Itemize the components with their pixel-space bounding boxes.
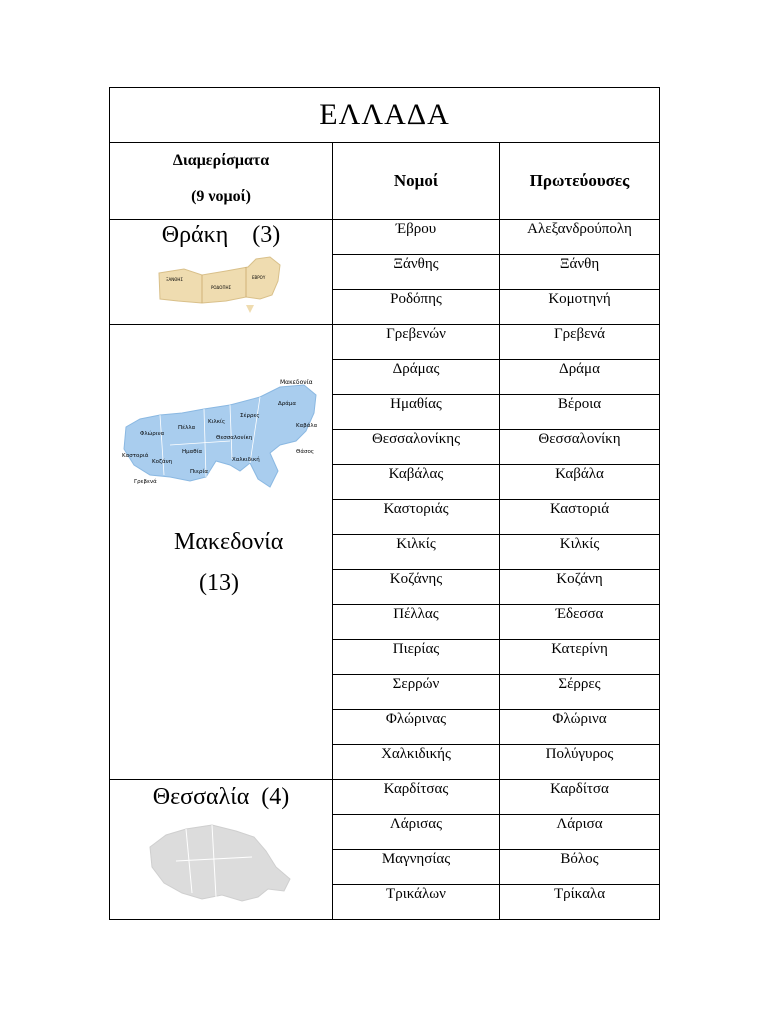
capital-cell: Σέρρες [500, 675, 660, 710]
capital-cell: Καρδίτσα [500, 780, 660, 815]
prefecture-cell: Καρδίτσας [333, 780, 500, 815]
map-label-pella: Πέλλα [178, 425, 196, 431]
map-label-florina: Φλώρινα [140, 431, 165, 437]
region-name: Θράκη [161, 222, 229, 248]
map-label-evros: ΕΒΡΟΥ [252, 275, 266, 280]
header-regions-label: Διαμερίσματα [172, 152, 270, 169]
header-regions-count: (9 νομοί) [191, 188, 251, 205]
map-label-rodopi: ΡΟΔΟΠΗΣ [211, 285, 231, 290]
map-label-imathia: Ημαθία [182, 449, 203, 455]
prefecture-cell: Δράμας [333, 360, 500, 395]
region-count: (3) [252, 222, 281, 248]
prefecture-cell: Κιλκίς [333, 535, 500, 570]
map-label-title: Μακεδονία [280, 379, 313, 386]
page-title: ΕΛΛΑΔΑ [110, 88, 660, 143]
region-thrace [110, 220, 333, 325]
prefecture-cell: Κοζάνης [333, 570, 500, 605]
map-label-drama: Δράμα [278, 401, 297, 407]
region-thessaly-title [110, 784, 332, 811]
prefecture-cell: Σερρών [333, 675, 500, 710]
prefecture-cell: Λάρισας [333, 815, 500, 850]
prefecture-cell: Ροδόπης [333, 290, 500, 325]
prefecture-cell: Θεσσαλονίκης [333, 430, 500, 465]
capital-cell: Έδεσσα [500, 605, 660, 640]
capital-cell: Πολύγυρος [500, 745, 660, 780]
capital-cell: Ξάνθη [500, 255, 660, 290]
capital-cell: Καβάλα [500, 465, 660, 500]
map-label-thessaloniki: Θεσσαλονίκη [216, 435, 253, 441]
header-prefectures: Νομοί [333, 143, 500, 220]
prefecture-cell: Χαλκιδικής [333, 745, 500, 780]
capital-cell: Γρεβενά [500, 325, 660, 360]
capital-cell: Κομοτηνή [500, 290, 660, 325]
map-label-kozani: Κοζάνη [152, 459, 173, 465]
map-label-thasos: Θάσος [296, 449, 315, 455]
map-label-kavala: Καβάλα [296, 423, 318, 429]
prefecture-cell: Μαγνησίας [333, 850, 500, 885]
thessaly-map-icon [146, 817, 296, 907]
prefecture-cell: Πιερίας [333, 640, 500, 675]
prefecture-cell: Πέλλας [333, 605, 500, 640]
map-label-kilkis: Κιλκίς [208, 419, 226, 425]
map-label-pieria: Πιερία [190, 469, 208, 475]
prefecture-cell: Τρικάλων [333, 885, 500, 920]
prefecture-cell: Καβάλας [333, 465, 500, 500]
capital-cell: Κοζάνη [500, 570, 660, 605]
capital-cell: Κιλκίς [500, 535, 660, 570]
capital-cell: Βέροια [500, 395, 660, 430]
region-thrace-title [110, 222, 332, 249]
capital-cell: Δράμα [500, 360, 660, 395]
prefecture-cell: Φλώρινας [333, 710, 500, 745]
map-label-xanthi: ΞΑΝΘΗΣ [166, 277, 183, 282]
prefecture-cell: Καστοριάς [333, 500, 500, 535]
capital-cell: Φλώρινα [500, 710, 660, 745]
capital-cell: Κατερίνη [500, 640, 660, 675]
header-regions [110, 143, 333, 220]
region-name: Θεσσαλία [152, 784, 250, 810]
capital-cell: Καστοριά [500, 500, 660, 535]
region-thessaly [110, 780, 333, 920]
map-label-chalkidiki: Χαλκιδική [232, 457, 260, 463]
map-label-serres: Σέρρες [240, 413, 260, 419]
region-count: (13) [199, 570, 239, 596]
prefecture-cell: Ξάνθης [333, 255, 500, 290]
region-name: Μακεδονία [174, 529, 284, 555]
region-count: (4) [261, 784, 290, 810]
prefecture-cell: Γρεβενών [333, 325, 500, 360]
prefectures-table [109, 87, 660, 920]
prefecture-cell: Ημαθίας [333, 395, 500, 430]
capital-cell: Τρίκαλα [500, 885, 660, 920]
capital-cell: Αλεξανδρούπολη [500, 220, 660, 255]
capital-cell: Θεσσαλονίκη [500, 430, 660, 465]
header-capitals: Πρωτεύουσες [500, 143, 660, 220]
map-label-grevena: Γρεβενά [134, 479, 157, 485]
macedonia-map-icon [120, 375, 320, 505]
thrace-map-icon [156, 255, 286, 317]
map-label-kastoria: Καστοριά [122, 453, 149, 459]
capital-cell: Λάρισα [500, 815, 660, 850]
region-macedonia [110, 325, 333, 780]
prefecture-cell: Έβρου [333, 220, 500, 255]
capital-cell: Βόλος [500, 850, 660, 885]
